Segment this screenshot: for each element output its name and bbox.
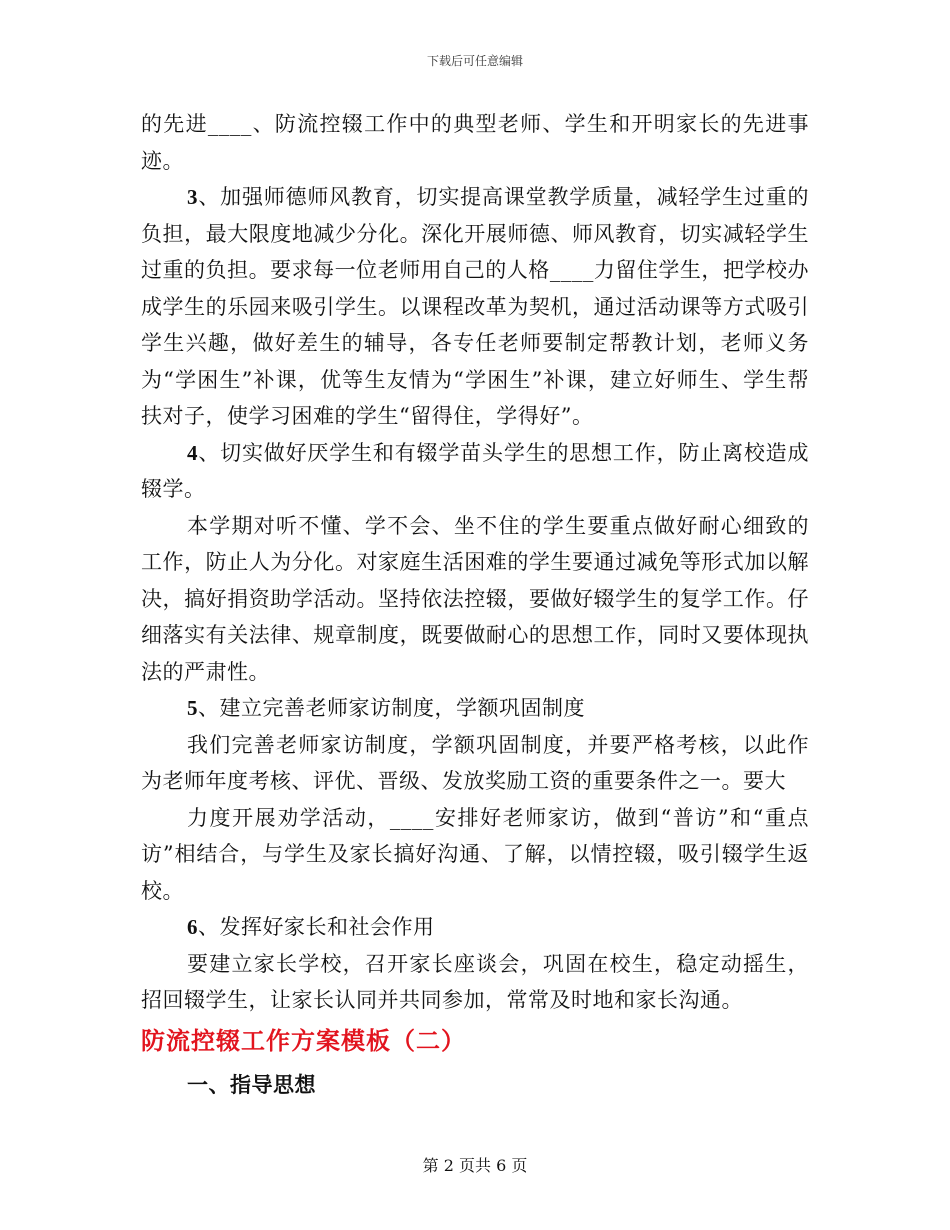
paragraph-parents: 要建立家长学校，召开家长座谈会，巩固在校生，稳定动摇生，招回辍学生，让家长认同并共同参加，常常及时地和家长沟通。 bbox=[141, 951, 809, 1012]
document-body bbox=[141, 106, 809, 1105]
paragraph-home-visit: 我们完善老师家访制度，学额巩固制度，并要严格考核，以此作为老师年度考核、评优、晋级、发放奖励工资的重要条件之一。要大 bbox=[141, 732, 809, 793]
item-text: 、加强师德师风教育，切实提高课堂教学质量，减轻学生过重的负担，最大限度地减少分化。深化开展师德、师风教育，切实减轻学生过重的负担。要求每一位老师用自己的人格____力留住学生，把学校办成学生的乐园来吸引学生。以课程改革为契机，通过活动课等方式吸引学生兴趣，做好差生的辅导，各专任老师要制定帮教计划，老师义务为“学困生”补课，优等生友情为“学困生”补课，建立好师生、学生帮扶对子，使学习困难的学生“留得住，学得好”。 bbox=[141, 185, 809, 428]
item-number: 3 bbox=[187, 185, 198, 209]
paragraph-continuation: 的先进____、防流控辍工作中的典型老师、学生和开明家长的先进事迹。 bbox=[141, 112, 809, 173]
list-item-6 bbox=[141, 909, 809, 946]
paragraph-home-visit-cont: 力度开展劝学活动，____安排好老师家访，做到“普访”和“重点访”相结合，与学生及家长搞好沟通、了解，以情控辍，吸引辍学生返校。 bbox=[141, 805, 809, 903]
item-text: 、发挥好家长和社会作用 bbox=[198, 915, 435, 939]
list-item-4 bbox=[141, 435, 809, 508]
item-number: 6 bbox=[187, 915, 198, 939]
section-heading: 一、指导思想 bbox=[187, 1071, 316, 1097]
list-item-3 bbox=[141, 179, 809, 435]
page-number-footer: 第 2 页共 6 页 bbox=[422, 1156, 528, 1175]
list-item-5 bbox=[141, 690, 809, 727]
paragraph-term-work: 本学期对听不懂、学不会、坐不住的学生要重点做好耐心细致的工作，防止人为分化。对家庭生活困难的学生要通过减免等形式加以解决，搞好捐资助学活动。坚持依法控辍，要做好辍学生的复学工作。仔细落实有关法律、规章制度，既要做耐心的思想工作，同时又要体现执法的严肃性。 bbox=[141, 513, 809, 684]
item-number: 4 bbox=[187, 440, 198, 465]
item-text: 、切实做好厌学生和有辍学苗头学生的思想工作，防止离校造成辍学。 bbox=[141, 440, 809, 501]
item-text: 、建立完善老师家访制度，学额巩固制度 bbox=[198, 696, 585, 720]
header-note: 下载后可任意编辑 bbox=[426, 54, 523, 68]
document-title: 防流控辍工作方案模板（二） bbox=[141, 1025, 466, 1055]
item-number: 5 bbox=[187, 696, 198, 720]
